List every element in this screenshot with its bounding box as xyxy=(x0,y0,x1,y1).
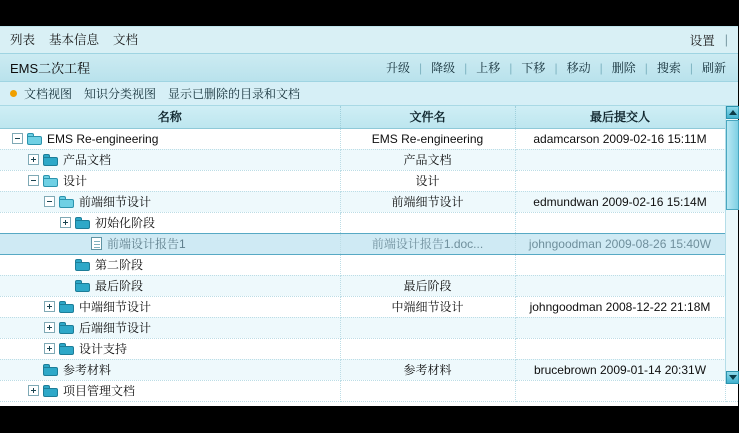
tree-node xyxy=(4,297,336,317)
folder-open-icon xyxy=(43,175,58,187)
node-label: 设计 xyxy=(63,174,88,188)
cell-filename xyxy=(340,317,515,338)
tree-spacer-icon xyxy=(60,280,71,291)
table-row[interactable] xyxy=(0,338,738,359)
action-sep-4: | xyxy=(554,60,558,75)
cell-filename: 参考材料 xyxy=(340,359,515,380)
table-row[interactable] xyxy=(0,149,738,170)
action-downgrade[interactable]: 降级 xyxy=(431,61,456,75)
column-header-name[interactable]: 名称 xyxy=(0,106,340,128)
node-label: 中端细节设计 xyxy=(79,300,152,314)
cell-last-submitter: johngoodman 2008-12-22 21:18M xyxy=(515,296,725,317)
cell-name xyxy=(0,212,340,233)
table-row[interactable] xyxy=(0,275,738,296)
cell-last-submitter xyxy=(515,149,725,170)
view-tab-show-deleted[interactable]: 显示已删除的目录和文档 xyxy=(168,87,301,101)
table-header-row xyxy=(0,106,738,128)
cell-last-submitter xyxy=(515,338,725,359)
tree-node xyxy=(4,360,336,380)
menu-bar-right xyxy=(690,27,728,53)
cell-last-submitter xyxy=(515,275,725,296)
action-refresh[interactable]: 刷新 xyxy=(701,61,726,75)
view-tab-document[interactable]: 文档视图 xyxy=(24,87,73,101)
cell-filename xyxy=(340,338,515,359)
cell-last-submitter xyxy=(515,254,725,275)
cell-last-submitter: adamcarson 2009-02-16 15:11M xyxy=(515,128,725,149)
cell-filename: 前端细节设计 xyxy=(340,191,515,212)
cell-filename: 产品文档 xyxy=(340,149,515,170)
cell-name xyxy=(0,275,340,296)
folder-icon xyxy=(43,154,58,166)
action-sep-5: | xyxy=(599,60,603,75)
cell-name xyxy=(0,191,340,212)
action-move[interactable]: 移动 xyxy=(566,61,591,75)
folder-open-icon xyxy=(59,196,74,208)
node-label: 最后阶段 xyxy=(95,279,144,293)
folder-icon xyxy=(59,301,74,313)
cell-last-submitter: brucebrown 2009-01-14 20:31W xyxy=(515,359,725,380)
action-sep-1: | xyxy=(419,60,423,75)
cell-name xyxy=(0,233,340,254)
cell-last-submitter xyxy=(515,212,725,233)
table-row[interactable] xyxy=(0,233,738,254)
document-icon xyxy=(91,237,102,250)
title-bar xyxy=(0,54,738,82)
expand-icon[interactable] xyxy=(28,385,39,396)
bottom-blank-strip xyxy=(0,406,738,433)
tree-node xyxy=(4,255,336,275)
tree-node xyxy=(4,192,336,212)
tree-node xyxy=(4,234,336,254)
vertical-scrollbar[interactable] xyxy=(725,106,738,384)
cell-filename: 设计 xyxy=(340,170,515,191)
cell-filename: 前端设计报告1.doc... xyxy=(340,233,515,254)
column-header-last-submitter[interactable]: 最后提交人 xyxy=(515,106,725,128)
tree-spacer-icon xyxy=(60,259,71,270)
expand-icon[interactable] xyxy=(28,154,39,165)
folder-icon xyxy=(43,385,58,397)
cell-name xyxy=(0,254,340,275)
table-row[interactable] xyxy=(0,317,738,338)
expand-icon[interactable] xyxy=(44,301,55,312)
cell-filename xyxy=(340,254,515,275)
table-row[interactable] xyxy=(0,191,738,212)
action-sep-2: | xyxy=(464,60,468,75)
tree-node xyxy=(4,129,336,149)
collapse-icon[interactable] xyxy=(12,133,23,144)
cell-last-submitter: johngoodman 2009-08-26 15:40W xyxy=(515,233,725,254)
cell-filename: EMS Re-engineering xyxy=(340,128,515,149)
scroll-down-icon[interactable] xyxy=(726,371,739,384)
cell-name xyxy=(0,170,340,191)
menu-bar xyxy=(0,26,738,54)
folder-icon xyxy=(75,259,90,271)
action-toolbar xyxy=(384,54,728,81)
action-sep-3: | xyxy=(509,60,513,75)
expand-icon[interactable] xyxy=(60,217,71,228)
cell-filename xyxy=(340,212,515,233)
action-delete[interactable]: 删除 xyxy=(611,61,636,75)
action-move-down[interactable]: 下移 xyxy=(521,61,546,75)
node-label: 设计支持 xyxy=(79,342,128,356)
cell-name xyxy=(0,128,340,149)
document-tree-table xyxy=(0,106,738,402)
table-row[interactable] xyxy=(0,212,738,233)
cell-name xyxy=(0,359,340,380)
scroll-up-icon[interactable] xyxy=(726,106,739,119)
node-label: 后端细节设计 xyxy=(79,321,152,335)
cell-name xyxy=(0,149,340,170)
cell-name xyxy=(0,296,340,317)
folder-icon xyxy=(75,280,90,292)
cell-last-submitter xyxy=(515,317,725,338)
node-label: 第二阶段 xyxy=(95,258,144,272)
collapse-icon[interactable] xyxy=(28,175,39,186)
scrollbar-thumb[interactable] xyxy=(726,120,739,210)
menu-item-documents[interactable]: 文档 xyxy=(113,33,139,47)
folder-icon xyxy=(59,343,74,355)
action-move-up[interactable]: 上移 xyxy=(476,61,501,75)
tree-spacer-icon xyxy=(28,364,39,375)
table-body xyxy=(0,128,738,401)
view-tab-knowledge-category[interactable]: 知识分类视图 xyxy=(84,87,157,101)
settings-link[interactable]: 设置 xyxy=(689,34,715,48)
scroll-up-arrow-glyph xyxy=(729,110,737,115)
collapse-icon[interactable] xyxy=(44,196,55,207)
cell-filename: 最后阶段 xyxy=(340,275,515,296)
column-header-filename[interactable]: 文件名 xyxy=(340,106,515,128)
expand-icon[interactable] xyxy=(44,343,55,354)
table-row[interactable] xyxy=(0,170,738,191)
folder-open-icon xyxy=(27,133,42,145)
cell-filename xyxy=(340,380,515,401)
node-label: 项目管理文档 xyxy=(63,384,136,398)
table-row[interactable] xyxy=(0,128,738,149)
cell-name xyxy=(0,380,340,401)
view-bar xyxy=(0,82,738,106)
node-label: 产品文档 xyxy=(63,153,112,167)
cell-last-submitter: edmundwan 2009-02-16 15:14M xyxy=(515,191,725,212)
menu-item-basic-info[interactable]: 基本信息 xyxy=(49,33,100,47)
cell-filename: 中端细节设计 xyxy=(340,296,515,317)
tree-node xyxy=(4,318,336,338)
bullet-icon xyxy=(10,90,17,97)
document-tree-panel xyxy=(0,106,738,398)
cell-name xyxy=(0,338,340,359)
tree-node xyxy=(4,213,336,233)
node-label: 前端设计报告1 xyxy=(107,237,186,251)
action-search[interactable]: 搜索 xyxy=(656,61,681,75)
cell-last-submitter xyxy=(515,170,725,191)
folder-icon xyxy=(43,364,58,376)
action-upgrade[interactable]: 升级 xyxy=(386,61,411,75)
tree-node xyxy=(4,381,336,401)
tree-node xyxy=(4,171,336,191)
table-row[interactable] xyxy=(0,296,738,317)
folder-icon xyxy=(59,322,74,334)
expand-icon[interactable] xyxy=(44,322,55,333)
menu-separator: | xyxy=(724,33,728,47)
action-sep-6: | xyxy=(644,60,648,75)
tree-node xyxy=(4,276,336,296)
page-title: EMS二次工程 xyxy=(10,61,91,76)
tree-spacer-icon xyxy=(76,238,87,249)
scroll-down-arrow-glyph xyxy=(729,375,737,380)
node-label: 初始化阶段 xyxy=(95,216,156,230)
action-sep-7: | xyxy=(689,60,693,75)
folder-icon xyxy=(75,217,90,229)
node-label: 前端细节设计 xyxy=(79,195,152,209)
cell-last-submitter xyxy=(515,380,725,401)
top-blank-strip xyxy=(0,0,738,26)
node-label: 参考材料 xyxy=(63,363,112,377)
table-row[interactable] xyxy=(0,380,738,401)
node-label: EMS Re-engineering xyxy=(47,131,159,146)
document-tree-scroll-area xyxy=(0,106,738,398)
cell-name xyxy=(0,317,340,338)
tree-node xyxy=(4,150,336,170)
menu-item-list[interactable]: 列表 xyxy=(10,33,36,47)
table-row[interactable] xyxy=(0,359,738,380)
tree-node xyxy=(4,339,336,359)
table-row[interactable] xyxy=(0,254,738,275)
